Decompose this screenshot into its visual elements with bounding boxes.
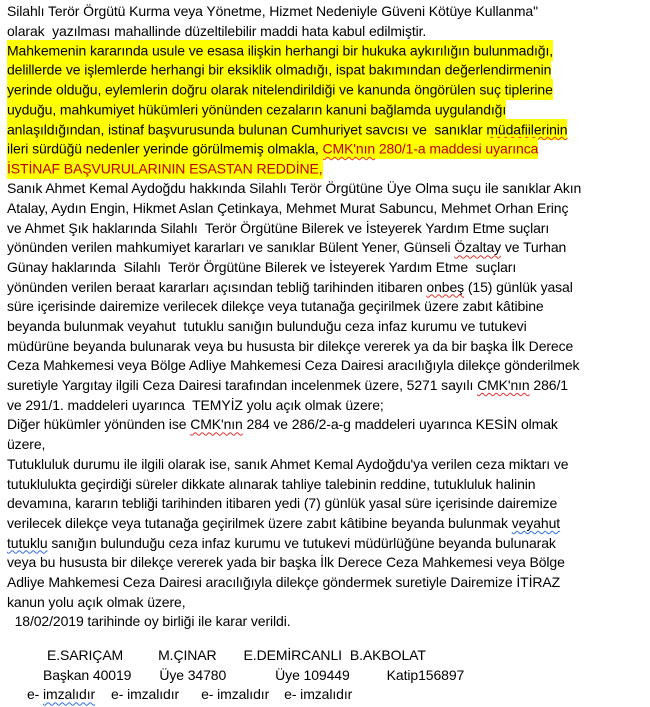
document-line xyxy=(7,238,646,258)
text-segment: sanığın bulunduğu ceza infaz kurumu ve tutukevi müdürlüğüne beyanda bulunarak xyxy=(47,534,556,551)
document-line xyxy=(7,573,646,593)
document-line xyxy=(7,435,646,455)
text-segment: kanun yolu açık olmak üzere, xyxy=(7,593,186,610)
esignature-prefix: e- xyxy=(27,686,44,703)
document-line xyxy=(7,317,646,337)
esignature-label: e- imzalıdır xyxy=(201,686,270,703)
spellcheck-flagged-word: CMK'nın xyxy=(477,377,530,394)
text-segment: verilecek dilekçe veya tutanağa geçirilmek üzere zabıt kâtibine beyanda bulunmak xyxy=(7,514,512,531)
document-line xyxy=(7,297,646,317)
document-line xyxy=(7,140,646,160)
document-body xyxy=(7,2,646,632)
esignature-label: e- imzalıdır xyxy=(284,686,353,703)
text-segment: Diğer hükümler yönünden ise xyxy=(7,416,191,433)
signature-names-row xyxy=(7,646,646,666)
text-segment: ve 291/1. maddeleri uyarınca TEMYİZ yolu açık olmak üzere; xyxy=(7,396,384,413)
grammar-flagged-word: veyahut xyxy=(511,514,561,531)
spellcheck-flagged-word: Özaltay xyxy=(454,239,502,256)
text-segment: Tutukluluk durumu ile ilgili olarak ise, sanık Ahmet Kemal Aydoğdu'ya verilen ceza miktarı ve xyxy=(7,455,569,472)
text-segment: süre içerisinde dairemize verilecek dilekçe veya tutanağa geçirilmek üzere zabıt kâtibine xyxy=(7,298,544,315)
text-segment: ve Ahmet Şık haklarında Silahlı Terör Örgütüne Bilerek ve İsteyerek Yardım Etme suçları xyxy=(7,219,550,236)
document-line xyxy=(7,278,646,298)
document-line xyxy=(7,593,646,613)
document-line xyxy=(7,534,646,554)
signature-title: Katip156897 xyxy=(386,666,465,683)
document-line xyxy=(7,81,646,101)
text-segment: Atalay, Aydın Engin, Hikmet Aslan Çetinkaya, Mehmet Murat Sabuncu, Mehmet Orhan Erinç xyxy=(7,199,569,216)
text-segment: yönünden verilen beraat kararları açısından tebliğ tarihinden itibaren xyxy=(7,278,427,295)
document-line xyxy=(7,100,646,120)
spellcheck-flagged-word: onbeş xyxy=(426,278,465,295)
text-segment: 284 ve 286/2-a-g maddeleri uyarınca KESİN olmak xyxy=(242,416,558,433)
text-segment: delillerde ve işlemlerde herhangi bir eksiklik olmadığı, ispat bakımından değerlendirmenin xyxy=(7,59,551,80)
text-segment: yönünden verilen mahkumiyet kararları ve sanıklar Bülent Yener, Günseli xyxy=(7,239,455,256)
document-line xyxy=(7,356,646,376)
text-segment: Günay haklarında Silahlı Terör Örgütüne Bilerek ve İsteyerek Yardım Etme suçları xyxy=(7,258,517,275)
esignature-row xyxy=(7,685,646,705)
spellcheck-flagged-word: CMK'nın xyxy=(323,138,376,159)
text-segment: tutuklulukta geçirdiği süreler dikkate alınarak tahliye talebinin reddine, tutukluluk halinin xyxy=(7,475,536,492)
document-line xyxy=(7,258,646,278)
text-segment: Ceza Mahkemesi veya Bölge Adliye Mahkemesi Ceza Dairesi aracılığıyla dilekçe gönderilmek xyxy=(7,357,580,374)
document-line xyxy=(7,612,646,632)
text-segment: 18/02/2019 tarihinde oy birliği ile karar verildi. xyxy=(7,613,291,630)
document-line xyxy=(7,179,646,199)
text-segment: devamına, kararın tebliği tarihinden itibaren yedi (7) günlük yasal süre içerisinde dairemize xyxy=(7,495,558,512)
document-line xyxy=(7,337,646,357)
spellcheck-flagged-word: CMK'nın xyxy=(190,416,243,433)
signature-name: B.AKBOLAT xyxy=(349,647,426,663)
text-segment: Mahkemenin kararında usule ve esasa ilişkin herhangi bir hukuka aykırılığın bulunmadığı, xyxy=(7,40,553,61)
grammar-flagged-word: tutuklu xyxy=(7,534,48,551)
signature-name: E.DEMİRCANLI xyxy=(243,647,342,663)
document-line xyxy=(7,2,646,22)
text-segment: veya bu hususta bir dilekçe vererek yada bir başka İlk Derece Ceza Mahkemesi veya Bölge xyxy=(7,554,565,571)
document-line xyxy=(7,41,646,61)
document-line xyxy=(7,553,646,573)
text-segment: Silahlı Terör Örgütü Kurma veya Yönetme, Hizmet Nedeniyle Güveni Kötüye Kullanma" xyxy=(7,3,538,19)
document-line xyxy=(7,376,646,396)
esignature-label xyxy=(27,685,95,705)
document-line xyxy=(7,199,646,219)
document-line xyxy=(7,219,646,239)
signature-title: Üye 109449 xyxy=(275,666,350,683)
emphasis-red-text: 280/1-a maddesi uyarınca xyxy=(375,138,538,159)
document-line xyxy=(7,514,646,534)
text-segment: üzere, xyxy=(7,436,46,453)
document-line xyxy=(7,120,646,140)
text-segment: suretiyle Yargıtay ilgili Ceza Dairesi tarafından incelenmek üzere, 5271 sayılı xyxy=(7,377,478,394)
signature-title: Üye 34780 xyxy=(159,666,227,683)
document-line xyxy=(7,455,646,475)
emphasis-red-text: İSTİNAF BAŞVURULARININ ESASTAN REDDİNE, xyxy=(7,158,323,179)
signature-name: M.ÇINAR xyxy=(158,647,217,663)
text-segment: anlaşıldığından, istinaf başvurusunda bulunan Cumhuriyet savcısı ve sanıklar xyxy=(7,119,486,140)
signature-name: E.SARIÇAM xyxy=(47,647,124,663)
document-line xyxy=(7,475,646,495)
text-segment: yerinde olduğu, eylemlerin doğru olarak nitelendirildiği ve kanunda öngörülen suç tiplerine xyxy=(7,79,553,100)
text-segment: Sanık Ahmet Kemal Aydoğdu hakkında Silahlı Terör Örgütüne Üye Olma suçu ile sanıklar Akın xyxy=(7,180,582,197)
esignature-word-grammar-flagged: imzalıdır xyxy=(43,686,96,703)
signature-titles-row xyxy=(7,666,646,686)
document-line xyxy=(7,415,646,435)
text-segment: ileri sürdüğü nedenler yerinde görülmemiş olmakla, xyxy=(7,138,323,159)
text-segment: müdürüne beyanda bulunarak veya bu hususta bir dilekçe vererek ya da bir başka İlk Derece xyxy=(7,337,574,354)
document-line xyxy=(7,160,646,180)
spellcheck-flagged-word: müdafiilerinin xyxy=(486,119,567,140)
signature-spacer xyxy=(7,632,646,646)
esignature-label: e- imzalıdır xyxy=(111,686,180,703)
document-line xyxy=(7,61,646,81)
document-line xyxy=(7,22,646,42)
document-line xyxy=(7,494,646,514)
text-segment: Adliye Mahkemesi Ceza Dairesi aracılığıyla dilekçe göndermek suretiyle Dairemize İTİRAZ xyxy=(7,573,561,590)
text-segment: olarak yazılması mahallinde düzeltilebilir maddi hata kabul edilmiştir. xyxy=(7,22,427,39)
text-segment: beyanda bulunmak veyahut tutuklu sanığın bulunduğu ceza infaz kurumu ve tutukevi xyxy=(7,318,527,334)
text-segment: uyduğu, mahkumiyet hükümleri yönünden cezaların kanuni bağlamda uygulandığı xyxy=(7,99,506,120)
document-line xyxy=(7,396,646,416)
text-segment: (15) günlük yasal xyxy=(464,278,573,295)
signature-title: Başkan 40019 xyxy=(43,666,132,683)
text-segment: 286/1 xyxy=(529,377,568,394)
text-segment: ve Turhan xyxy=(501,239,567,256)
